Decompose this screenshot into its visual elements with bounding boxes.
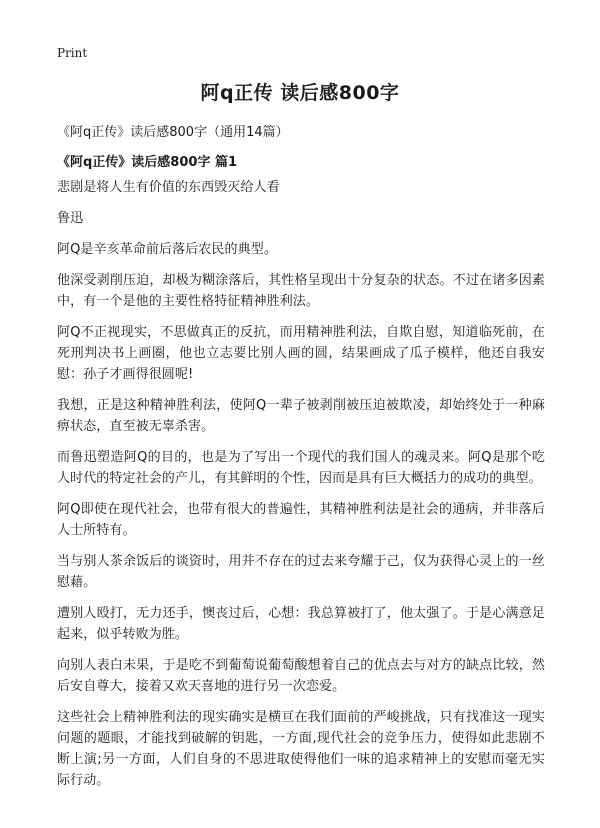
document-subtitle: 《阿q正传》读后感800字（通用14篇） xyxy=(57,125,289,140)
print-label: Print xyxy=(57,46,88,60)
paragraph: 阿Q不正视现实，不思做真正的反抗，而用精神胜利法，自欺自慰，知道临死前，在死刑判决书上画圈，他也立志要比别人画的圆，结果画成了瓜子模样，他还自我安慰：孙子才画得很圆呢! xyxy=(57,325,545,382)
paragraph: 向别人表白未果，于是吃不到葡萄说葡萄酸想着自己的优点去与对方的缺点比较，然后安自尊大，接着又欢天喜地的进行另一次恋爱。 xyxy=(57,658,545,694)
page-title: 阿q正传 读后感800字 xyxy=(200,82,400,104)
paragraph: 这些社会上精神胜利法的现实确实是横亘在我们面前的严峻挑战，只有找准这一现实问题的题眼，才能找到破解的钥匙，一方面,现代社会的竞争压力，使得如此悲剧不断上演;另一方面，人们自身的不思进取使得他们一味的追求精神上的安慰而毫无实际行动。 xyxy=(57,710,545,788)
section-heading: 《阿q正传》读后感800字 篇1 xyxy=(57,155,238,170)
paragraph: 阿Q是辛亥革命前后落后农民的典型。 xyxy=(57,242,277,257)
paragraph-author: 鲁迅 xyxy=(57,211,84,226)
paragraph: 而鲁迅塑造阿Q的目的，也是为了写出一个现代的我们国人的魂灵来。阿Q是那个吃人时代的特定社会的产儿，有其鲜明的个性，因而是具有巨大概括力的成功的典型。 xyxy=(57,450,545,486)
article-body xyxy=(57,177,545,801)
paragraph: 当与别人茶余饭后的谈资时，用并不存在的过去来夸耀于己，仅为获得心灵上的一丝慰藉。 xyxy=(57,554,545,590)
paragraph-epigraph: 悲剧是将人生有价值的东西毁灭给人看 xyxy=(57,180,280,195)
paragraph: 他深受剥削压迫，却极为糊涂落后，其性格呈现出十分复杂的状态。不过在诸多因素中，有一个是他的主要性格特征精神胜利法。 xyxy=(57,273,545,309)
paragraph: 阿Q即使在现代社会，也带有很大的普遍性，其精神胜利法是社会的通病，并非落后人士所特有。 xyxy=(57,502,545,538)
paragraph: 遭别人殴打，无力还手，懊丧过后，心想：我总算被打了，他太强了。于是心满意足起来，似乎转败为胜。 xyxy=(57,606,545,642)
paragraph: 我想，正是这种精神胜利法，使阿Q一辈子被剥削被压迫被欺凌，却始终处于一种麻痹状态，直至被无辜杀害。 xyxy=(57,398,545,434)
